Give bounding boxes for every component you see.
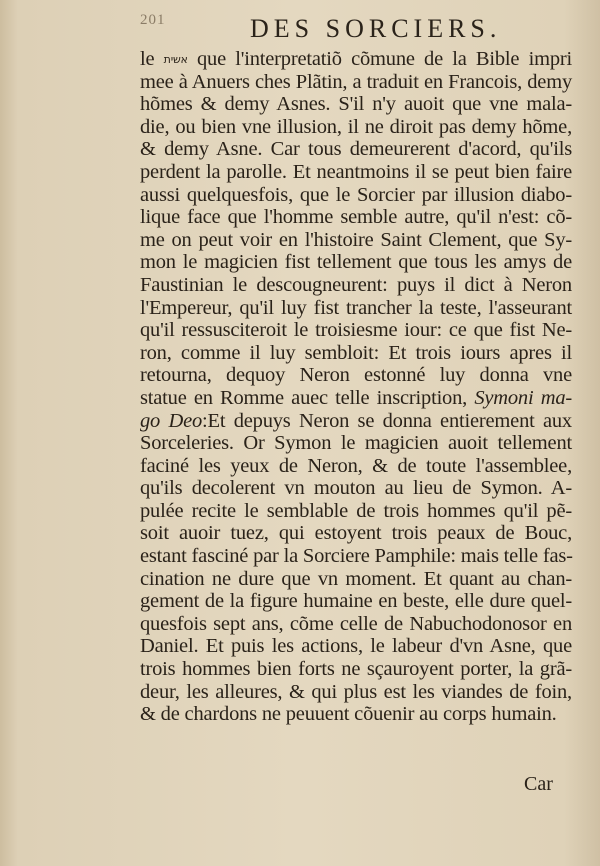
line-text: statue en Romme auec telle inscription, xyxy=(140,386,475,409)
text-block xyxy=(140,48,572,726)
line-text: & demy Asne. Car tous demeurerent d'acord, qu'ils xyxy=(140,138,572,161)
hebrew-word: אשית xyxy=(163,53,188,66)
text-line xyxy=(140,681,572,704)
line-text: faciné les yeux de Neron, & de toute l'assemblee, xyxy=(140,454,572,477)
text-line xyxy=(140,477,572,500)
text-line xyxy=(140,206,572,229)
line-text: cination ne dure que vn moment. Et quant au chan- xyxy=(140,567,572,590)
line-text: hõmes & demy Asnes. S'il n'y auoit que vne mala- xyxy=(140,93,572,116)
line-text: me on peut voir en l'histoire Saint Clement, que Sy- xyxy=(140,228,572,251)
line-text: lique face que l'homme semble autre, qu'il n'est: cõ- xyxy=(140,206,572,229)
text-line xyxy=(140,432,572,455)
line-text: mon le magicien fist tellement que tous les amys de xyxy=(140,251,572,274)
line-text: quesfois sept ans, cõme celle de Nabuchodonosor en xyxy=(140,612,572,635)
line-text: trois hommes bien forts ne sçauroyent porter, la grã- xyxy=(140,658,572,681)
line-text: retourna, dequoy Neron estonné luy donna vne xyxy=(140,364,572,387)
line-text: estant fasciné par la Sorciere Pamphile: mais telle fas- xyxy=(140,545,573,568)
text-line xyxy=(140,590,572,613)
line-text: & de chardons ne peuuent cõuenir au corps humain. xyxy=(140,703,557,726)
text-line xyxy=(140,613,572,636)
text-line xyxy=(140,184,572,207)
line-text: qu'il ressusciteroit le troisiesme iour: ce que fist Ne- xyxy=(140,319,572,342)
text-line xyxy=(140,229,572,252)
text-line xyxy=(140,522,572,545)
text-line xyxy=(140,138,572,161)
line-text: die, ou bien vne illusion, il ne diroit pas demy hõme, xyxy=(140,115,572,138)
line-text: l'Empereur, qu'il luy fist trancher la teste, l'asseurant xyxy=(140,296,572,319)
running-head: DES SORCIERS. xyxy=(250,14,502,43)
line-text: perdent la parolle. Et neantmoins il se peut bien faire xyxy=(140,160,572,183)
text-line xyxy=(140,387,572,410)
line-text: :Et depuys Neron se donna entierement aux xyxy=(202,409,572,432)
text-line: le אשית que l'interpretatiõ cõmune de la Bible impri xyxy=(140,48,573,70)
text-line xyxy=(140,568,572,591)
line-text: pulée recite le semblable de trois hommes qu'il pẽ- xyxy=(140,499,572,522)
line-text: aussi quelquesfois, que le Sorcier par illusion diabo- xyxy=(140,183,572,206)
line-text: Sorceleries. Or Symon le magicien auoit tellement xyxy=(140,432,572,455)
line-text: deur, les alleures, & qui plus est les viandes de foin, xyxy=(140,680,572,703)
line-text: qu'ils decolerent vn mouton au lieu de Symon. A- xyxy=(140,477,572,500)
italic-text: Symoni ma- xyxy=(474,386,572,409)
text-line xyxy=(140,635,572,658)
text-line xyxy=(140,545,572,568)
text-line xyxy=(140,71,572,94)
line-text: mee à Anuers ches Plãtin, a traduit en Francois, demy xyxy=(140,70,572,93)
line-text: gement de la figure humaine en beste, elle dure quel- xyxy=(140,590,572,613)
text-line xyxy=(140,703,572,726)
text-line xyxy=(140,161,572,184)
text-line xyxy=(140,93,572,116)
text-line xyxy=(140,658,572,681)
text-line xyxy=(140,364,572,387)
italic-text: go Deo xyxy=(140,409,203,432)
text-line xyxy=(140,455,572,478)
line-text: soit auoir tuez, qui estoyent trois peaux de Bouc, xyxy=(140,522,572,545)
folio-number: 201 xyxy=(140,12,166,28)
text-line xyxy=(140,251,572,274)
text-line xyxy=(140,297,572,320)
catchword: Car xyxy=(524,773,553,795)
text-line xyxy=(140,500,572,523)
text-line xyxy=(140,410,572,433)
text-line xyxy=(140,116,572,139)
line-text: ron, comme il luy sembloit: Et trois iours apres il xyxy=(140,341,572,364)
text-line xyxy=(140,274,572,297)
line-text: Daniel. Et puis les actions, le labeur d'vn Asne, que xyxy=(140,635,572,658)
text-line xyxy=(140,342,572,365)
text-line xyxy=(140,319,572,342)
line-text: Faustinian le descougneurent: puys il dict à Neron xyxy=(140,273,572,296)
